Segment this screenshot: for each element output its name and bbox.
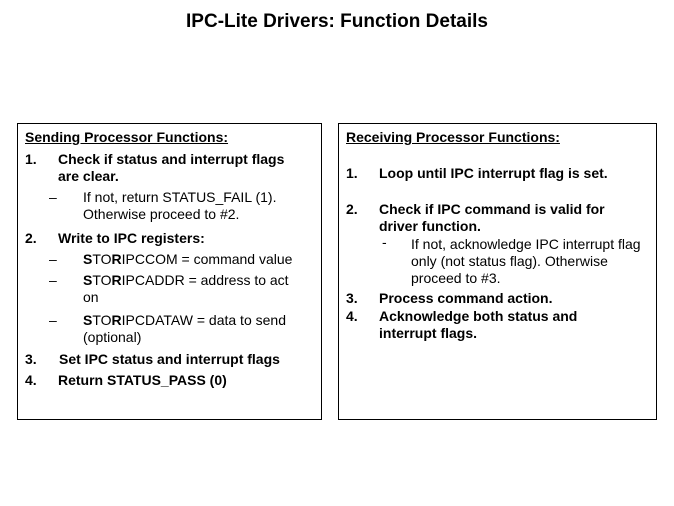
register-prefix-to: TO [92, 312, 112, 328]
item-number: 3. [25, 351, 37, 367]
sub-bullet: - [382, 234, 387, 250]
sub-item-text [83, 312, 308, 346]
item-text: Acknowledge both status and interrupt flags. [379, 308, 578, 341]
sending-heading: Sending Processor Functions: [25, 129, 229, 145]
item-number: 4. [25, 372, 37, 388]
item-text: Return STATUS_PASS (0) [58, 372, 227, 388]
item-text: Check if status and interrupt flags are clear. [58, 151, 285, 184]
sub-item-text [83, 251, 308, 268]
register-prefix-r: R [111, 272, 122, 288]
receiving-heading: Receiving Processor Functions: [346, 129, 560, 145]
item-number: 2. [25, 230, 37, 246]
register-rest: IPCADDR = address to act on [83, 272, 289, 305]
register-prefix-s: S [83, 272, 93, 288]
register-prefix-r: R [111, 251, 122, 267]
item-number: 4. [346, 308, 358, 324]
item-text: Check if IPC command is valid for driver function. [379, 201, 605, 234]
register-prefix-to: TO [92, 251, 112, 267]
register-prefix-s: S [83, 312, 93, 328]
item-number: 1. [25, 151, 37, 167]
item-number: 2. [346, 201, 358, 217]
register-rest: IPCDATAW = data to send (optional) [83, 312, 286, 345]
sub-item-text [83, 272, 308, 306]
item-number: 3. [346, 290, 358, 306]
sub-item-text: If not, return STATUS_FAIL (1). Otherwise proceed to #2. [83, 189, 277, 222]
sub-item-text: If not, acknowledge IPC interrupt flag only (not status flag). Otherwise proceed to #3. [411, 236, 641, 286]
item-text: Set IPC status and interrupt flags [59, 351, 280, 367]
item-text: Write to IPC registers: [58, 230, 205, 246]
item-text: Process command action. [379, 290, 553, 306]
register-prefix-to: TO [92, 272, 112, 288]
sub-bullet: – [49, 189, 57, 205]
register-prefix-s: S [83, 251, 93, 267]
sub-bullet: – [49, 272, 57, 288]
receiving-functions-box [338, 123, 657, 420]
register-rest: IPCCOM = command value [121, 251, 293, 267]
register-prefix-r: R [111, 312, 122, 328]
page-title: IPC-Lite Drivers: Function Details [186, 11, 488, 32]
item-text: Loop until IPC interrupt flag is set. [379, 165, 608, 181]
sending-functions-box [17, 123, 322, 420]
sub-bullet: – [49, 251, 57, 267]
sub-bullet: – [49, 312, 57, 328]
item-number: 1. [346, 165, 358, 181]
